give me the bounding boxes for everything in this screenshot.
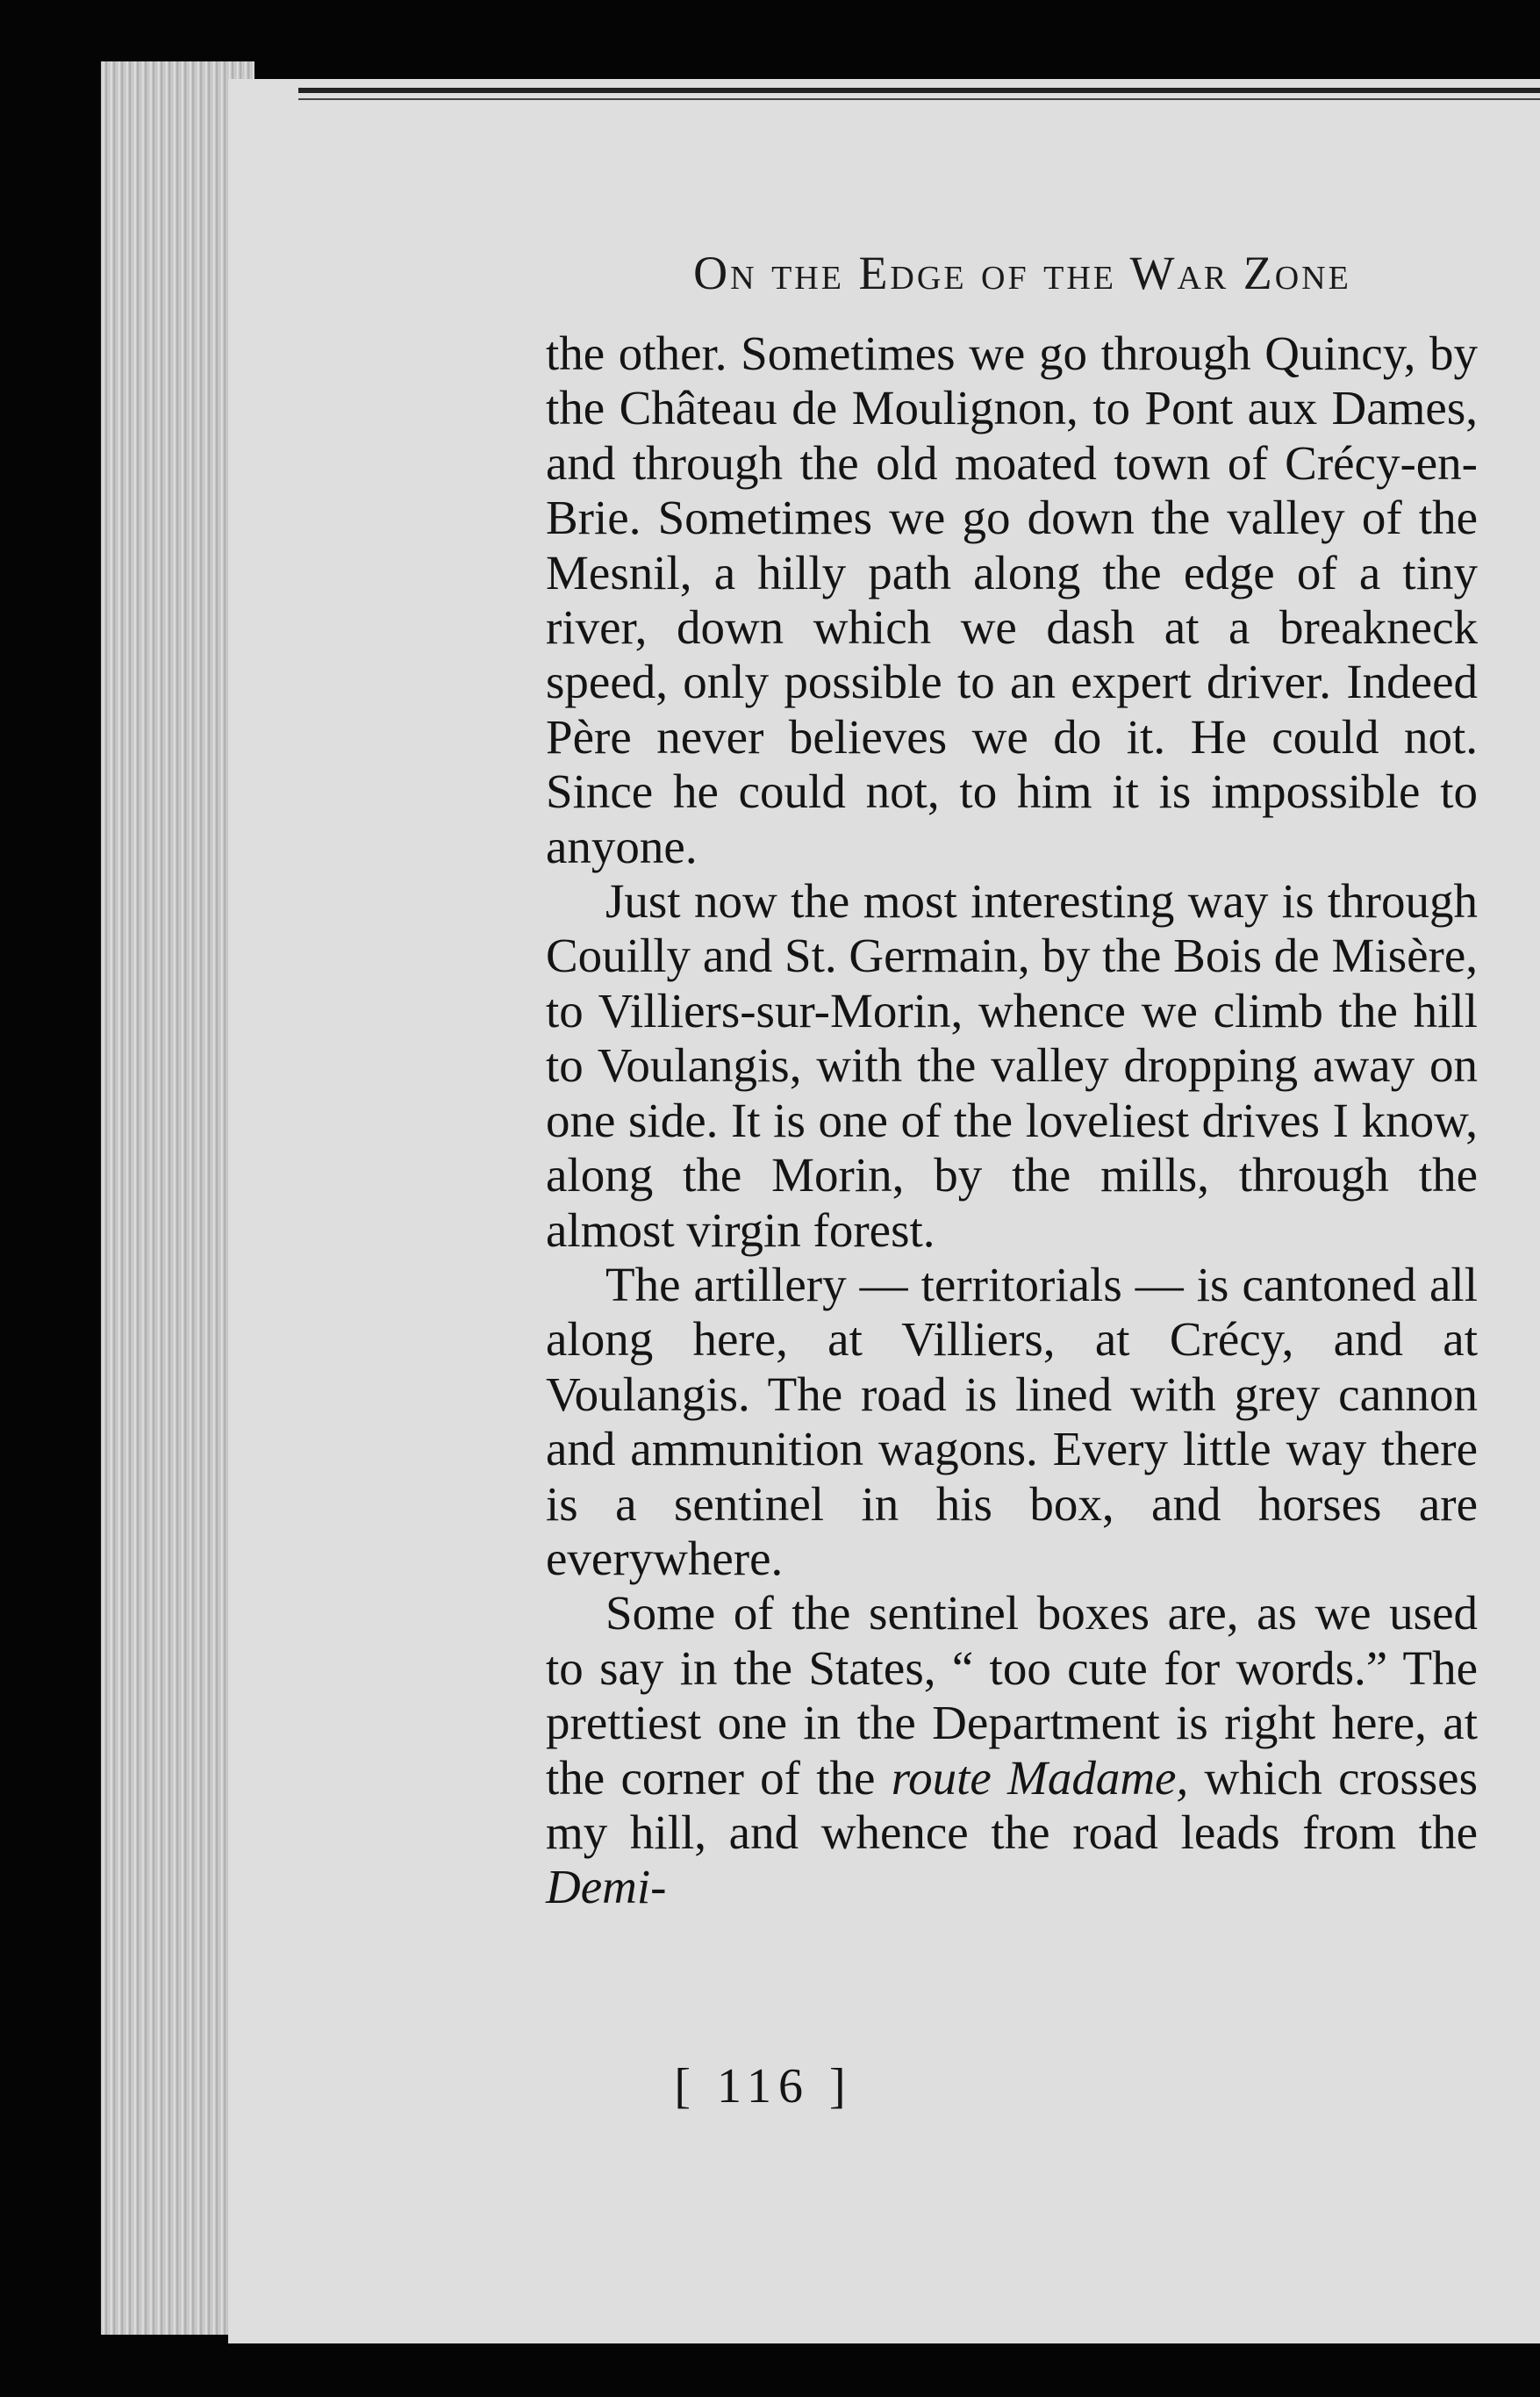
paragraph-4-text: Some of the sentinel boxes are, as we used to say in the States, “ too cute for words.” The prettiest one in the Department is right here, at the corner of the [546, 1586, 1478, 1805]
paragraph-3: The artillery — territorials — is cantoned all along here, at Villiers, at Crécy, and at Voulangis. The road is lined with grey cannon and ammunition wagons. Every little way there is a sentinel in his box, and horses are everywhere. [546, 1257, 1478, 1585]
running-header: On the Edge of the War Zone [693, 247, 1351, 299]
page-number: [ 116 ] [674, 2059, 853, 2114]
italic-demi: Demi- [546, 1860, 667, 1914]
paragraph-2: Just now the most interesting way is through Couilly and St. Germain, by the Bois de Misère, to Villiers-sur-Morin, whence we climb the hill to Voulangis, with the valley dropping away on one side. It is one of the loveliest drives I know, along the Morin, by the mills, through the almost virgin forest. [546, 874, 1478, 1257]
paragraph-1: the other. Sometimes we go through Quincy, by the Château de Moulignon, to Pont aux Dames, and through the old moated town of Crécy-en-Brie. Sometimes we go down the valley of the Mesnil, a hilly path along the edge of a tiny river, down which we dash at a breakneck speed, only possible to an expert driver. Indeed Père never believes we do it. He could not. Since he could not, to him it is impossible to anyone. [546, 327, 1478, 873]
paragraph-4 [546, 1586, 1478, 1914]
top-rule-thin [298, 98, 1540, 100]
body-text [546, 327, 1478, 1915]
top-rule [298, 88, 1540, 93]
italic-route-madame: route Madame, [891, 1750, 1189, 1805]
paragraph-4-middle: which crosses my hill, and whence the road leads from the [546, 1750, 1478, 1859]
